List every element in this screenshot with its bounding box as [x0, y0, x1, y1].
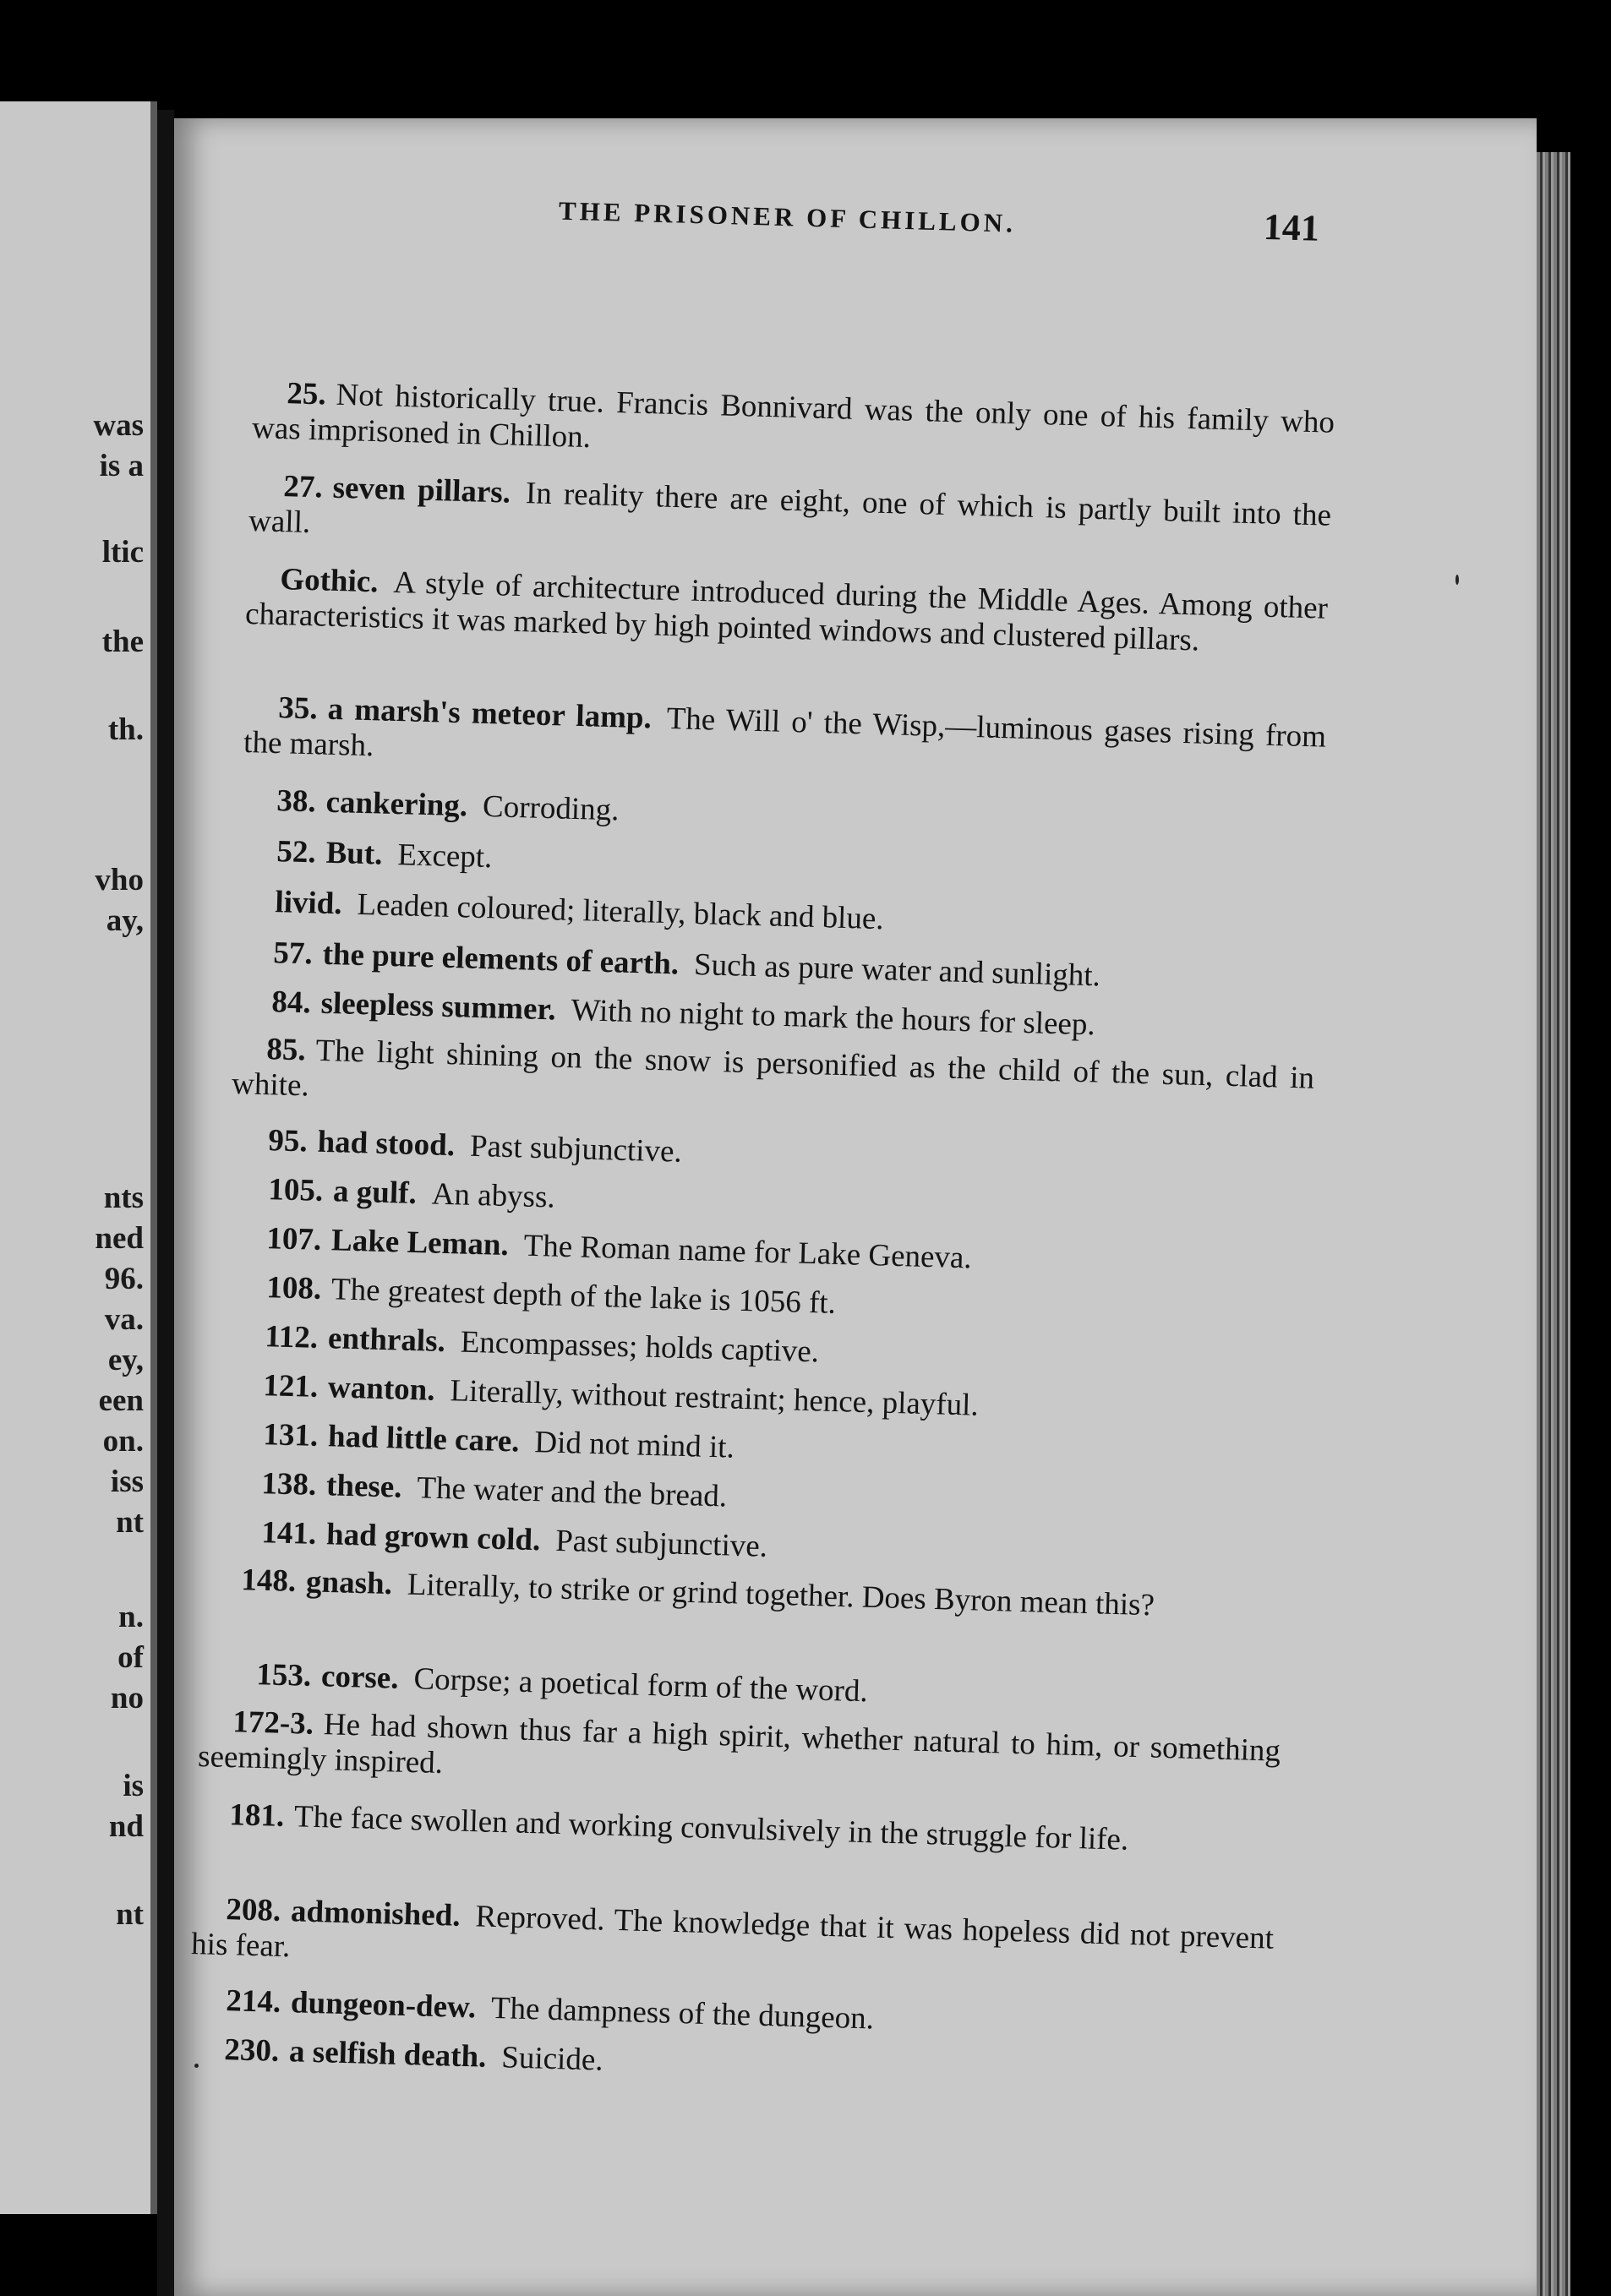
note-term: a gulf. — [332, 1174, 418, 1211]
margin-fragment: ned — [95, 1221, 144, 1256]
note-line-number: 108. — [265, 1270, 322, 1306]
note-text: Past subjunctive. — [469, 1128, 683, 1170]
note-line-number: 57. — [272, 935, 314, 972]
note-item — [248, 468, 1332, 570]
note-text: Suicide. — [500, 2040, 604, 2078]
note-term: enthrals. — [327, 1321, 446, 1360]
page-number: 141 — [1263, 205, 1320, 249]
margin-fragment: een — [98, 1383, 144, 1418]
note-text: The face swollen and working convulsively in the struggle for life. — [293, 1799, 1129, 1857]
note-text: Literally, without restraint; hence, playful. — [449, 1373, 980, 1423]
note-item — [243, 690, 1327, 791]
margin-fragment: the — [101, 624, 144, 659]
note-line-number: 105. — [267, 1172, 324, 1208]
note-text: An abyss. — [431, 1176, 556, 1215]
note-text: Corroding. — [482, 788, 620, 828]
margin-fragment: nt — [116, 1505, 144, 1540]
note-line-number: 148. — [240, 1562, 297, 1599]
running-title: THE PRISONER OF CHILLON. — [558, 195, 1017, 238]
note-text: The water and the bread. — [416, 1470, 728, 1514]
note-term: seven pillars. — [332, 470, 511, 510]
margin-fragment: 96. — [104, 1262, 144, 1296]
note-term: sleepless summer. — [320, 985, 557, 1028]
margin-fragment: is — [123, 1769, 144, 1803]
note-text: Leaden coloured; literally, black and blue. — [356, 886, 885, 937]
margin-fragment: ay, — [106, 903, 144, 938]
note-line-number: 214. — [225, 1983, 281, 2020]
note-line-number: 138. — [260, 1466, 317, 1502]
note-line-number: 172-3. — [232, 1704, 314, 1742]
margin-fragment: th. — [107, 712, 144, 747]
note-text: Past subjunctive. — [554, 1523, 768, 1564]
margin-fragment: was — [93, 408, 144, 443]
note-line-number: 141. — [260, 1515, 317, 1552]
margin-fragment: no — [110, 1681, 144, 1715]
margin-fragment: n. — [118, 1600, 144, 1634]
note-term: a marsh's meteor lamp. — [327, 691, 653, 736]
note-term: had grown cold. — [325, 1517, 541, 1558]
margin-fragment: iss — [110, 1464, 144, 1499]
note-term: Lake Leman. — [330, 1223, 510, 1263]
note-line-number: 181. — [228, 1797, 285, 1834]
note-term: admonished. — [290, 1894, 461, 1933]
note-text: He had shown thus far a high spirit, whether natural to him, or something seemingly inspired. — [197, 1707, 1281, 1781]
margin-fragment: vho — [95, 863, 144, 897]
note-line-number: 27. — [282, 469, 324, 505]
note-text: Literally, to strike or grind together. Does Byron mean this? — [407, 1567, 1155, 1623]
note-line-number: 107. — [265, 1221, 322, 1257]
note-line-number: 52. — [276, 834, 317, 870]
margin-fragment: nd — [108, 1809, 144, 1844]
note-line-number: 131. — [262, 1417, 319, 1453]
margin-fragment: ey, — [107, 1343, 144, 1377]
note-term: dungeon-dew. — [290, 1985, 477, 2026]
note-text: The light shining on the snow is personified as the child of the sun, clad in white. — [231, 1033, 1315, 1104]
note-line-number: 208. — [225, 1892, 281, 1928]
note-term: corse. — [320, 1659, 400, 1696]
note-item — [195, 1797, 1278, 1862]
note-line-number: 121. — [262, 1368, 319, 1404]
note-term: had stood. — [317, 1124, 456, 1164]
note-line-number: 25. — [286, 376, 327, 412]
note-term: But. — [325, 835, 384, 872]
note-term: wanton. — [327, 1370, 436, 1408]
note-term: cankering. — [325, 784, 468, 824]
note-text: A style of architecture introduced during the Middle Ages. Among other characteristics it was marked by high pointed windows and clustered pillars. — [244, 564, 1329, 658]
margin-fragment: nts — [103, 1181, 144, 1215]
note-text: Not historically true. Francis Bonnivard was the only one of his family who was imprisoned in Chillon. — [251, 377, 1335, 455]
print-speck — [194, 2064, 199, 2068]
margin-fragment: of — [117, 1640, 144, 1675]
note-term: Gothic. — [279, 562, 380, 600]
note-item — [191, 1891, 1275, 1993]
note-text: With no night to mark the hours for sleep. — [571, 993, 1096, 1043]
note-item — [232, 1031, 1315, 1132]
note-text: In reality there are eight, one of which is partly built into the wall. — [248, 476, 1332, 541]
print-speck — [1455, 575, 1459, 585]
note-text: The Will o' the Wisp,—luminous gases rising from the marsh. — [243, 701, 1327, 764]
margin-fragment: ltic — [101, 535, 144, 570]
note-item — [245, 561, 1329, 663]
note-text: The greatest depth of the lake is 1056 ft. — [330, 1272, 837, 1321]
note-line-number: 95. — [267, 1123, 309, 1159]
note-term: had little care. — [327, 1419, 521, 1459]
note-text: Except. — [396, 837, 493, 875]
note-term: these. — [325, 1468, 403, 1505]
margin-fragment: on. — [102, 1424, 144, 1459]
note-term: gnash. — [305, 1564, 393, 1602]
note-term: livid. — [274, 885, 343, 922]
note-term: a selfish death. — [288, 2034, 487, 2075]
note-item — [252, 375, 1335, 477]
note-text: Encompasses; holds captive. — [460, 1324, 820, 1370]
margin-fragment: is a — [99, 449, 144, 483]
note-text: Reproved. The knowledge that it was hopeless did not prevent his fear. — [190, 1899, 1275, 1965]
note-text: Corpse; a poetical form of the word. — [412, 1661, 869, 1710]
margin-fragment: va. — [104, 1302, 144, 1337]
note-line-number: 112. — [264, 1319, 319, 1355]
note-line-number: 230. — [223, 2032, 280, 2069]
note-text: Did not mind it. — [533, 1425, 735, 1465]
note-text: The dampness of the dungeon. — [490, 1990, 875, 2037]
note-line-number: 35. — [277, 690, 319, 727]
note-item — [198, 1704, 1281, 1805]
note-line-number: 85. — [265, 1032, 307, 1068]
note-line-number: 38. — [276, 783, 317, 820]
note-term: the pure elements of earth. — [322, 936, 680, 982]
note-text: The Roman name for Lake Geneva. — [523, 1228, 973, 1276]
note-line-number: 153. — [255, 1657, 312, 1693]
note-text: Such as pure water and sunlight. — [693, 947, 1101, 994]
margin-fragment: nt — [116, 1897, 144, 1932]
note-line-number: 84. — [270, 984, 312, 1021]
